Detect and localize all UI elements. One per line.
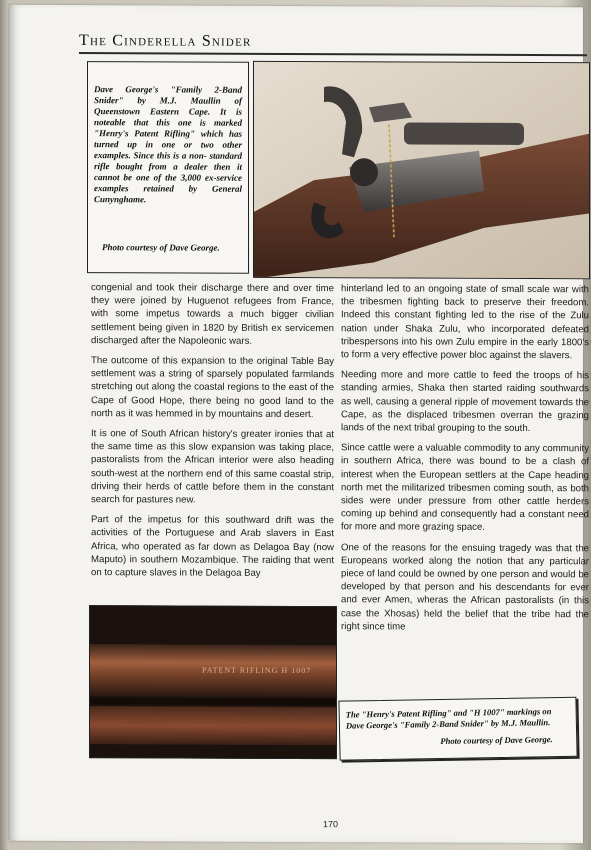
paragraph: One of the reasons for the ensuing tragedy was that the Europeans worked along the notion that any particular piece of land could be owned by one person and would be developed by that person and his descendants for ever and ever Amen, wheras the African pastoralists (in this case the Xhosas) held the belief that the tribe had the right since time: [341, 541, 589, 633]
left-text-column: [91, 281, 334, 587]
caption-bottom-text: The "Henry's Patent Rifling" and "H 1007" markings on Dave George's "Family 2-Band Snider" by M.J. Maullin.: [345, 706, 552, 731]
paragraph: Since cattle were a valuable commodity to any community in southern Africa, there was bound to be a clash of interest when the European settlers at the Cape heading north met the militarized tribesmen coming south, as both sides were under pressure from other cattle herders coming up behind and consequently had a constant need for more and more grazing space.: [341, 442, 589, 534]
barrel-stamp: PATENT RIFLING H 1007: [202, 665, 312, 676]
photo-caption-bottom: [338, 697, 577, 761]
paragraph: Part of the impetus for this southward drift was the activities of the Portuguese and Arab slavers in East Africa, who operated as far down as Delagoa Bay (now Maputo) in southern Mozambique. The raiding that went on to capture slaves in the Delagoa Bay: [91, 514, 334, 579]
header-rule: [79, 52, 587, 56]
paragraph: hinterland led to an ongoing state of small scale war with the tribesmen fighting back to preserve their freedom. Indeed this constant fighting led to the rise of the Zulu nation under Shaka Zulu, who incorporated defeated tribespersons into his own Zulu empire in the early 1800's to form a very effective power bloc against the slavers.: [341, 283, 589, 362]
barrel-marking-photo: [89, 605, 337, 759]
caption-bottom-credit: Photo courtesy of Dave George.: [440, 734, 553, 747]
caption-top-text: Dave George's "Family 2-Band Snider" by M.J. Maullin of Queenstown Eastern Cape. It is noteable that this one is marked "Henry's Patent Rifling" which has turned up in one or two other examples. Since this is a non- standard rifle bought from a dealer then it cannot be one of the 3,000 ex-service examples retained by General Cunynghame.: [94, 84, 242, 205]
paragraph: congenial and took their discharge there and over time they were joined by Huguenot refugees from France, with some impetus towards a much bigger civilian settlement being given in 1820 by British ex servicemen discharged after the Napoleonic wars.: [91, 282, 334, 347]
rifle-lock-photo: [253, 61, 590, 279]
caption-top-credit: Photo courtesy of Dave George.: [102, 242, 220, 253]
page-number: 170: [323, 819, 339, 830]
right-text-column: [341, 282, 589, 641]
paragraph: Needing more and more cattle to feed the troops of his standing armies, Shaka then started raiding southwards as well, causing a general ripple of movement towards the Cape, as the displaced tribesmen overran the grazing lands of the next tribal grouping to the south.: [341, 369, 589, 435]
photo-caption-top: [87, 61, 249, 274]
rifle-lock-illustration: [254, 62, 590, 279]
book-page: [9, 5, 589, 844]
paragraph: It is one of South African history's greater ironies that at the same time as this slow expansion was taking place, pastoralists from the African interior were also heading south-west at the northern end of this same coastal strip, driving their herds of cattle before them in the constant search for pastures new.: [91, 428, 334, 506]
paragraph: The outcome of this expansion to the original Table Bay settlement was a string of sparsely populated farmlands stretching out along the coastal regions to the east of the Cape of Good Hope, there being no good land to the north as it was hemmed in by mountains and desert.: [91, 355, 334, 420]
barrel-illustration: [90, 606, 337, 759]
running-header: [79, 32, 252, 51]
header-title: The Cinderella Snider: [79, 32, 252, 50]
